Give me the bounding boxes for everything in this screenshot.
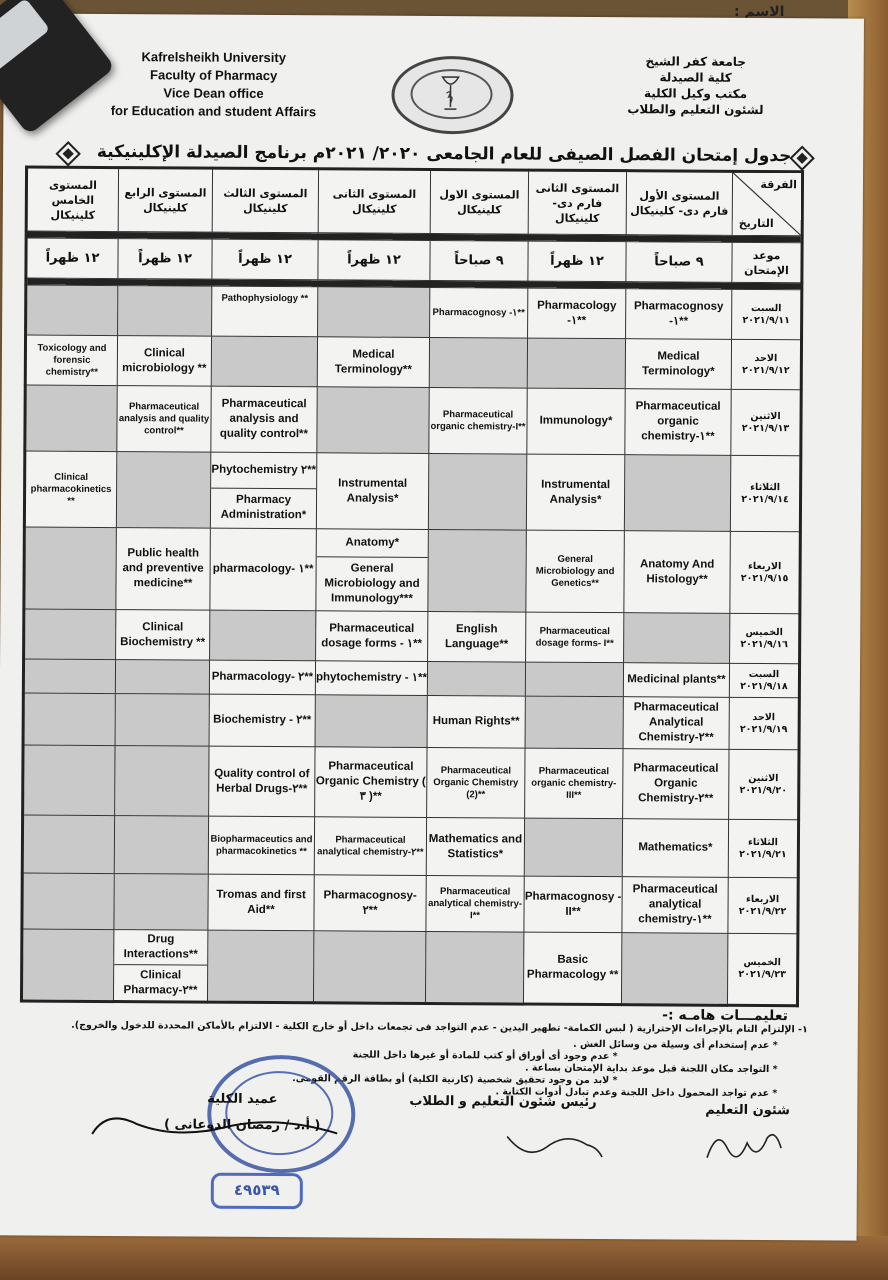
exam-time: ١٢ ظهراً	[528, 241, 626, 282]
exam-cell: Pharmaceutical Organic Chemistry-٢**	[623, 749, 729, 820]
day-name: السبت	[750, 302, 782, 314]
serial-number-stamp: ٤٩٥٣٩	[211, 1173, 303, 1210]
empty-cell	[428, 453, 526, 530]
empty-cell	[210, 610, 316, 661]
exam-cell: Pharmaceutical analytical chemistry-٢**	[314, 817, 426, 876]
empty-cell	[524, 818, 622, 877]
dean-name: ( أ.د / رمضان الدوعانى )	[163, 1117, 321, 1134]
exam-cell: Pharmaceutical analytical chemistry-I**	[426, 875, 524, 932]
empty-cell	[313, 931, 425, 1004]
split-exam-cell	[113, 930, 207, 1003]
split-exam-cell	[316, 529, 428, 612]
table-row	[22, 815, 798, 878]
exam-cell: Instrumental Analysis*	[526, 454, 624, 531]
exam-cell: phytochemistry - ١**	[315, 661, 427, 696]
corner-level-label: الفرقة	[760, 177, 798, 192]
instruction-item: * لابد من وجود تحقيق شخصية (كارنية الكلية) أو بطاقة الرقم القومى.	[292, 1073, 618, 1087]
empty-cell	[23, 693, 115, 746]
day-name: السبت	[748, 668, 780, 680]
exam-cell: Pharmaceutical dosage forms- I**	[526, 612, 624, 663]
table-row	[23, 693, 799, 750]
exam-time: ١٢ ظهراً	[118, 239, 212, 280]
exam-cell: Anatomy And Histology**	[624, 531, 730, 614]
day-name: الاحد	[754, 352, 778, 364]
empty-cell	[114, 816, 208, 875]
office-department-ar: لشئون التعليم والطلاب	[627, 102, 764, 118]
table-corner-cell	[732, 171, 802, 235]
exam-cell: Pathophysiology **	[212, 286, 318, 337]
empty-cell	[114, 874, 208, 931]
exam-cell: Pharmaceutical analytical chemistry-١**	[622, 877, 728, 934]
dean-title: عميد الكلية	[207, 1091, 278, 1108]
exam-cell: Phytochemistry ٢**	[211, 463, 317, 477]
exam-cell: Pharmaceutical Analytical Chemistry-٢**	[623, 697, 729, 750]
office-name: Vice Dean office	[163, 85, 264, 101]
faculty-name-ar: كلية الصيدلة	[659, 70, 732, 85]
table-row	[23, 745, 799, 820]
instruction-item: * عدم إستخدام أى وسيلة من وسائل الغش .	[573, 1038, 778, 1052]
empty-cell	[525, 696, 623, 749]
empty-cell	[624, 455, 730, 532]
day-name: الاحد	[752, 711, 776, 723]
day-name: الخميس	[745, 626, 783, 638]
exam-cell: General Microbiology and Immunology***	[316, 556, 427, 611]
exam-cell: Biochemistry - ٢**	[209, 694, 315, 747]
date-value: ٢٠٢١/٩/١٢	[742, 364, 790, 376]
exam-cell: Pharmaceutical analysis and quality control**	[117, 386, 211, 453]
level-header-6: المستوى الرابع كلينيكال	[118, 168, 212, 233]
instruction-item: ١- الإلتزام التام بالإجراءات الإحترازية ( لبس الكمامة- تطهير اليدين - عدم التواجد فى تجمعات داخل أو خارج الكلية - الالتزام بالأماكن المحددة للدخول والخروج).	[71, 1019, 808, 1036]
empty-cell	[115, 660, 209, 695]
english-header	[95, 48, 331, 121]
levels-header-row	[26, 167, 802, 236]
exam-cell: Pharmacognosy -١**	[626, 289, 732, 340]
instructions-heading: تعليمـــات هامـه :-	[662, 1007, 788, 1025]
faculty-logo	[391, 56, 513, 135]
empty-cell	[318, 287, 430, 338]
exam-cell: Tromas and first Aid**	[208, 874, 314, 931]
head-affairs-signature-label: رئيس شئون التعليم و الطلاب	[409, 1093, 597, 1111]
exam-time: ١٢ ظهراً	[212, 239, 318, 280]
office-name-ar: مكتب وكيل الكلية	[643, 86, 748, 101]
exam-cell: General Microbiology and Genetics**	[526, 530, 624, 613]
exam-cell: Drug Interactions**	[123, 933, 198, 961]
empty-cell	[428, 529, 526, 612]
empty-cell	[527, 338, 625, 389]
exam-cell: Medicinal plants**	[623, 663, 729, 698]
date-value: ٢٠٢١/٩/١١	[742, 314, 790, 326]
level-header-1: المستوى الأول فارم دى- كلينيكال	[626, 171, 732, 236]
document-title: جدول إمتحان الفصل الصيفى للعام الجامعى ٢٠٢٠/ ٢٠٢١م برنامج الصيدلة الإكلينيكية	[96, 141, 792, 167]
day-name: الثلاثاء	[750, 481, 781, 493]
exam-cell: Pharmacognosy -II**	[524, 876, 622, 933]
exam-cell: Clinical Biochemistry **	[116, 610, 210, 661]
date-value: ٢٠٢١/٩/١٥	[740, 572, 789, 584]
empty-cell	[115, 694, 209, 747]
university-name-ar: جامعة كفر الشيخ	[645, 54, 746, 69]
exam-cell: Pharmaceutical analysis and quality control**	[211, 386, 317, 453]
exam-cell: Pharmaceutical organic chemistry-١**	[625, 389, 731, 456]
exam-cell: Pharmaceutical Organic Chemistry ( ٣ )**	[315, 747, 427, 818]
day-name: الثلاثاء	[747, 836, 778, 848]
exam-time: ١٢ ظهراً	[26, 238, 118, 279]
empty-cell	[24, 527, 116, 610]
empty-cell	[427, 661, 525, 696]
exam-cell: Pharmacognosy -١**	[430, 287, 528, 338]
table-row	[22, 873, 798, 934]
date-value: ٢٠٢١/٩/١٩	[739, 723, 788, 735]
empty-cell	[116, 452, 210, 529]
table-row	[24, 609, 800, 664]
day-name: الخميس	[743, 956, 781, 969]
exam-time: ٩ صباحاً	[626, 242, 732, 283]
exam-cell: Public health and preventive medicine**	[116, 528, 210, 611]
date-cell	[731, 339, 801, 389]
exam-time-row	[26, 238, 802, 283]
office-department: for Education and student Affairs	[110, 103, 317, 120]
background-bottom	[0, 1236, 888, 1280]
date-cell	[728, 877, 798, 933]
corner-date-label: التاريخ	[738, 216, 774, 231]
education-affairs-signature-label: شئون التعليم	[705, 1102, 791, 1119]
exam-cell: Mathematics and Statistics*	[426, 817, 524, 876]
exam-cell: Clinical pharmacokinetics **	[24, 451, 116, 528]
date-value: ٢٠٢١/٩/١٨	[740, 680, 788, 692]
level-header-3: المستوى الاول كلينيكال	[430, 169, 528, 234]
exam-cell: Pharmaceutical organic chemistry-I**	[429, 387, 527, 454]
exam-cell: Human Rights**	[427, 695, 525, 748]
date-cell	[731, 389, 801, 455]
date-cell	[727, 933, 797, 1005]
instruction-item: * التواجد مكان اللجنة قبل موعد بداية الإمتحان بساعة .	[524, 1062, 778, 1076]
exam-cell: Quality control of Herbal Drugs-٢**	[209, 746, 315, 817]
head-affairs-signature	[497, 1116, 607, 1167]
pharmacy-cup-icon	[440, 73, 460, 113]
empty-cell	[207, 930, 313, 1003]
university-name: Kafrelsheikh University	[141, 49, 287, 66]
table-row	[24, 451, 800, 532]
empty-cell	[118, 286, 212, 337]
faculty-name: Faculty of Pharmacy	[150, 67, 278, 84]
exam-cell: Clinical Pharmacy-٢**	[114, 964, 207, 1001]
arabic-header	[615, 53, 775, 118]
instruction-item: * عدم وجود أى أوراق أو كتب للمادة أو غيرها داخل اللجنة	[352, 1049, 618, 1063]
date-cell	[732, 289, 802, 339]
date-cell	[729, 749, 799, 819]
empty-cell	[317, 387, 429, 454]
day-name: الاثنين	[748, 772, 779, 784]
exam-cell: Medical Terminology**	[317, 337, 429, 388]
table-row	[24, 527, 800, 614]
day-name: الاثنين	[750, 410, 781, 422]
exam-cell: Pharmacology -١**	[528, 288, 626, 339]
table-row	[26, 285, 802, 340]
empty-cell	[211, 336, 317, 387]
exam-time: ٩ صباحاً	[430, 240, 528, 281]
empty-cell	[22, 873, 114, 930]
date-value: ٢٠٢١/٩/٢١	[739, 848, 787, 860]
date-value: ٢٠٢١/٩/٢٢	[738, 905, 787, 917]
exam-cell: Pharmacy Administration*	[211, 487, 316, 528]
exam-schedule-document	[0, 13, 864, 1240]
exam-time-label: موعد الإمتحان	[732, 242, 802, 282]
table-row	[21, 929, 797, 1006]
date-value: ٢٠٢١/٩/١٦	[740, 638, 788, 650]
exam-cell: Clinical microbiology **	[117, 336, 211, 387]
table-row	[23, 659, 799, 698]
exam-cell: Medical Terminology*	[625, 339, 731, 390]
exam-schedule-table	[20, 166, 804, 1008]
exam-cell: English Language**	[428, 611, 526, 662]
date-cell	[728, 819, 798, 877]
empty-cell	[425, 931, 523, 1004]
exam-time: ١٢ ظهراً	[318, 240, 430, 281]
level-header-7: المستوى الخامس كلينيكال	[26, 167, 118, 232]
instruction-item: * عدم تواجد المحمول داخل اللجنة وعدم تبادل أدوات الكتابة .	[495, 1086, 778, 1100]
date-value: ٢٠٢١/٩/٢٣	[738, 968, 786, 981]
exam-cell: Anatomy*	[345, 536, 400, 549]
split-exam-cell	[210, 452, 316, 529]
exam-cell: Toxicology and forensic chemistry**	[25, 335, 117, 386]
table-row	[25, 385, 801, 456]
exam-cell: Pharmaceutical organic chemistry-III**	[525, 748, 623, 819]
empty-cell	[115, 746, 209, 817]
exam-cell: Biopharmaceutics and pharmacokinetics **	[208, 816, 314, 875]
empty-cell	[23, 745, 115, 816]
empty-cell	[315, 695, 427, 748]
table-row	[25, 335, 801, 390]
exam-cell: Instrumental Analysis*	[316, 453, 428, 530]
date-value: ٢٠٢١/٩/١٤	[741, 493, 789, 505]
empty-cell	[525, 662, 623, 697]
empty-cell	[25, 385, 117, 452]
date-cell	[730, 531, 800, 613]
date-value: ٢٠٢١/٩/١٣	[741, 422, 790, 434]
empty-cell	[21, 929, 113, 1002]
empty-cell	[429, 337, 527, 388]
name-field-label: الاسم :	[734, 4, 785, 20]
empty-cell	[621, 933, 727, 1006]
date-cell	[730, 455, 800, 531]
empty-cell	[624, 613, 730, 664]
empty-cell	[24, 609, 116, 660]
empty-cell	[22, 815, 114, 874]
date-cell	[730, 613, 800, 663]
level-header-2: المستوى الثانى فارم دى- كلينيكال	[528, 170, 626, 235]
empty-cell	[26, 285, 118, 336]
date-value: ٢٠٢١/٩/٢٠	[739, 784, 788, 796]
day-name: الاربعاء	[748, 560, 782, 572]
date-cell	[729, 663, 799, 697]
exam-cell: Mathematics*	[622, 819, 728, 878]
level-header-4: المستوى الثانى كلينيكال	[318, 169, 430, 234]
exam-cell: Immunology*	[527, 388, 625, 455]
exam-cell: Pharmacology- ٢**	[209, 660, 315, 695]
exam-cell: Pharmaceutical dosage forms - ١**	[316, 611, 428, 662]
day-name: الاربعاء	[746, 893, 780, 905]
exam-cell: pharmacology- ١**	[210, 528, 316, 611]
exam-cell: Pharmaceutical Organic Chemistry (2)**	[427, 747, 525, 818]
dean-signature	[87, 1104, 347, 1156]
education-affairs-signature	[697, 1118, 787, 1169]
date-cell	[729, 697, 799, 749]
exam-cell: Pharmacognosy- ٢**	[314, 875, 426, 932]
empty-cell	[23, 659, 115, 694]
level-header-5: المستوى الثالث كلينيكال	[212, 168, 318, 233]
exam-cell: Basic Pharmacology **	[523, 932, 621, 1005]
